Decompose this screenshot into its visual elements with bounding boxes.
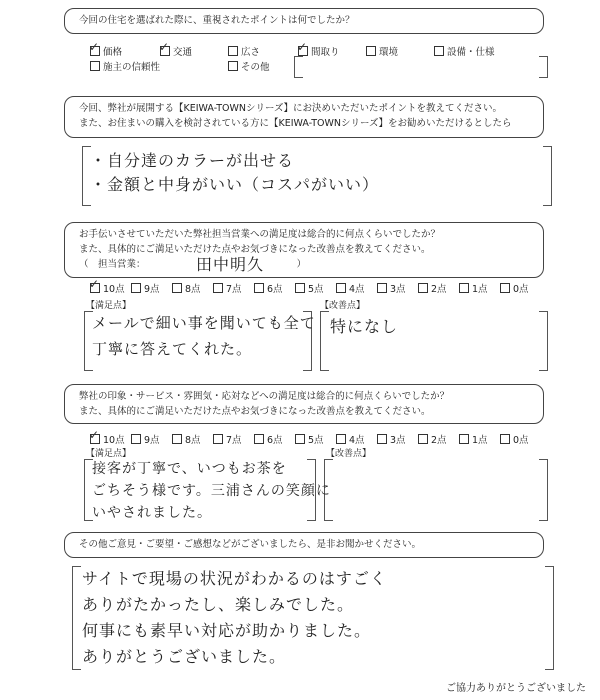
q4-score-option[interactable]: 8点 — [172, 432, 201, 446]
checkbox-checked-icon — [298, 46, 308, 56]
checkbox-icon — [131, 283, 141, 293]
question-5-text: その他ご意見・ご要望・ご感想などがございましたら、是非お聞かせください。 — [79, 539, 422, 550]
q4-score-option[interactable]: ✓10点 — [90, 432, 125, 446]
q4-good-line-1: 接客が丁寧で、いつもお茶を — [92, 461, 287, 477]
checkbox-icon — [254, 283, 264, 293]
q5-answer-line-3: 何事にも素早い対応が助かりました。 — [82, 621, 372, 640]
q3-score-option[interactable]: 9点 — [131, 281, 160, 295]
q4-score-option[interactable]: 0点 — [500, 432, 529, 446]
q1-option-other[interactable]: その他 — [228, 59, 270, 73]
q4-good-label: 【満足点】 — [86, 449, 132, 459]
checkbox-checked-icon — [90, 46, 100, 56]
q4-score-option[interactable]: 5点 — [295, 432, 324, 446]
checkbox-icon — [172, 434, 182, 444]
q1-option-environment[interactable]: 環境 — [366, 44, 398, 58]
question-4-line-1: 弊社の印象・サービス・雰囲気・応対などへの満足度は総合的に何点くらいでしたか？ — [79, 391, 450, 402]
q2-answer-line-2: ・金額と中身がいい（コスパがいい） — [90, 175, 380, 194]
checkbox-icon — [295, 434, 305, 444]
question-2-line-2: また、お住まいの購入を検討されている方に【KEIWA-TOWNシリーズ】をお勧めいただけるとしたら — [79, 118, 512, 129]
q1-option-layout[interactable]: ✓ 間取り — [298, 44, 340, 58]
checkbox-icon — [131, 434, 141, 444]
checkbox-icon — [418, 283, 428, 293]
checkbox-icon — [336, 283, 346, 293]
q3-score-option[interactable]: 6点 — [254, 281, 283, 295]
q1-option-traffic[interactable]: ✓ 交通 — [160, 44, 192, 58]
question-5-box — [64, 532, 544, 558]
q1-option-reliability[interactable]: 施主の信頼性 — [90, 59, 160, 73]
q3-score-option[interactable]: 1点 — [459, 281, 488, 295]
q3-score-option[interactable]: 3点 — [377, 281, 406, 295]
question-1-text: 今回の住宅を選ばれた際に、重視されたポイントは何でしたか？ — [79, 15, 355, 26]
checkbox-checked-icon — [90, 434, 100, 444]
staff-line: （ 担当営業： ） — [79, 259, 307, 270]
q3-score-option[interactable]: 2点 — [418, 281, 447, 295]
staff-name: 田中明久 — [196, 255, 265, 274]
q4-score-options — [90, 432, 540, 446]
q4-score-option[interactable]: 9点 — [131, 432, 160, 446]
q4-improve-bracket — [324, 459, 548, 521]
q3-score-option[interactable]: 0点 — [500, 281, 529, 295]
question-3-line-1: お手伝いさせていただいた弊社担当営業への満足度は総合的に何点くらいでしたか？ — [79, 229, 441, 240]
checkbox-icon — [254, 434, 264, 444]
q3-score-options — [90, 281, 540, 295]
question-3-line-2: また、具体的にご満足いただけた点やお気づきになった改善点を教えてください。 — [79, 244, 431, 255]
q3-improve-label: 【改善点】 — [320, 301, 366, 311]
checkbox-icon — [459, 283, 469, 293]
q4-good-line-3: いやされました。 — [92, 505, 212, 521]
checkbox-icon — [500, 283, 510, 293]
q4-improve-label: 【改善点】 — [326, 449, 372, 459]
q4-score-option[interactable]: 1点 — [459, 432, 488, 446]
checkbox-icon — [213, 283, 223, 293]
q4-score-option[interactable]: 2点 — [418, 432, 447, 446]
checkbox-icon — [434, 46, 444, 56]
q3-score-option[interactable]: 5点 — [295, 281, 324, 295]
q3-score-option[interactable]: ✓10点 — [90, 281, 125, 295]
checkbox-icon — [377, 283, 387, 293]
question-4-line-2: また、具体的にご満足いただけた点やお気づきになった改善点を教えてください。 — [79, 406, 431, 417]
checkbox-icon — [228, 61, 238, 71]
checkbox-icon — [366, 46, 376, 56]
footer-thanks: ご協力ありがとうございました — [446, 683, 586, 694]
question-3-box — [64, 222, 544, 278]
checkbox-icon — [377, 434, 387, 444]
checkbox-checked-icon — [160, 46, 170, 56]
q5-answer-line-4: ありがとうございました。 — [82, 647, 287, 666]
q1-option-equipment[interactable]: 設備・仕様 — [434, 44, 495, 58]
q5-answer-line-1: サイトで現場の状況がわかるのはすごく — [82, 569, 387, 588]
checkbox-icon — [90, 61, 100, 71]
q3-good-line-2: 丁寧に答えてくれた。 — [92, 340, 253, 358]
q3-score-option[interactable]: 4点 — [336, 281, 365, 295]
question-4-box — [64, 384, 544, 424]
q1-option-size[interactable]: 広さ — [228, 44, 260, 58]
q3-improve-line-1: 特になし — [330, 317, 399, 336]
q3-score-option[interactable]: 7点 — [213, 281, 242, 295]
q1-option-price[interactable]: ✓価格 — [90, 44, 122, 58]
question-2-box — [64, 96, 544, 138]
checkbox-icon — [418, 434, 428, 444]
q4-score-option[interactable]: 6点 — [254, 432, 283, 446]
q4-score-option[interactable]: 7点 — [213, 432, 242, 446]
q3-good-line-1: メールで細い事を聞いても全て — [92, 314, 316, 332]
checkbox-checked-icon — [90, 283, 100, 293]
checkbox-icon — [459, 434, 469, 444]
checkbox-icon — [295, 283, 305, 293]
checkbox-icon — [172, 283, 182, 293]
question-2-line-1: 今回、弊社が展開する【KEIWA-TOWNシリーズ】にお決めいただいたポイントを教えてください。 — [79, 103, 503, 114]
checkbox-icon — [228, 46, 238, 56]
question-1-box — [64, 8, 544, 34]
q4-score-option[interactable]: 3点 — [377, 432, 406, 446]
checkbox-icon — [336, 434, 346, 444]
q4-good-line-2: ごちそう様です。三浦さんの笑顔に — [92, 483, 331, 499]
q5-answer-line-2: ありがたかったし、楽しみでした。 — [82, 595, 355, 614]
q3-good-label: 【満足点】 — [86, 301, 132, 311]
q1-other-bracket — [294, 56, 548, 78]
checkbox-icon — [213, 434, 223, 444]
checkbox-icon — [500, 434, 510, 444]
q3-score-option[interactable]: 8点 — [172, 281, 201, 295]
q4-score-option[interactable]: 4点 — [336, 432, 365, 446]
q2-answer-line-1: ・自分達のカラーが出せる — [90, 151, 295, 170]
